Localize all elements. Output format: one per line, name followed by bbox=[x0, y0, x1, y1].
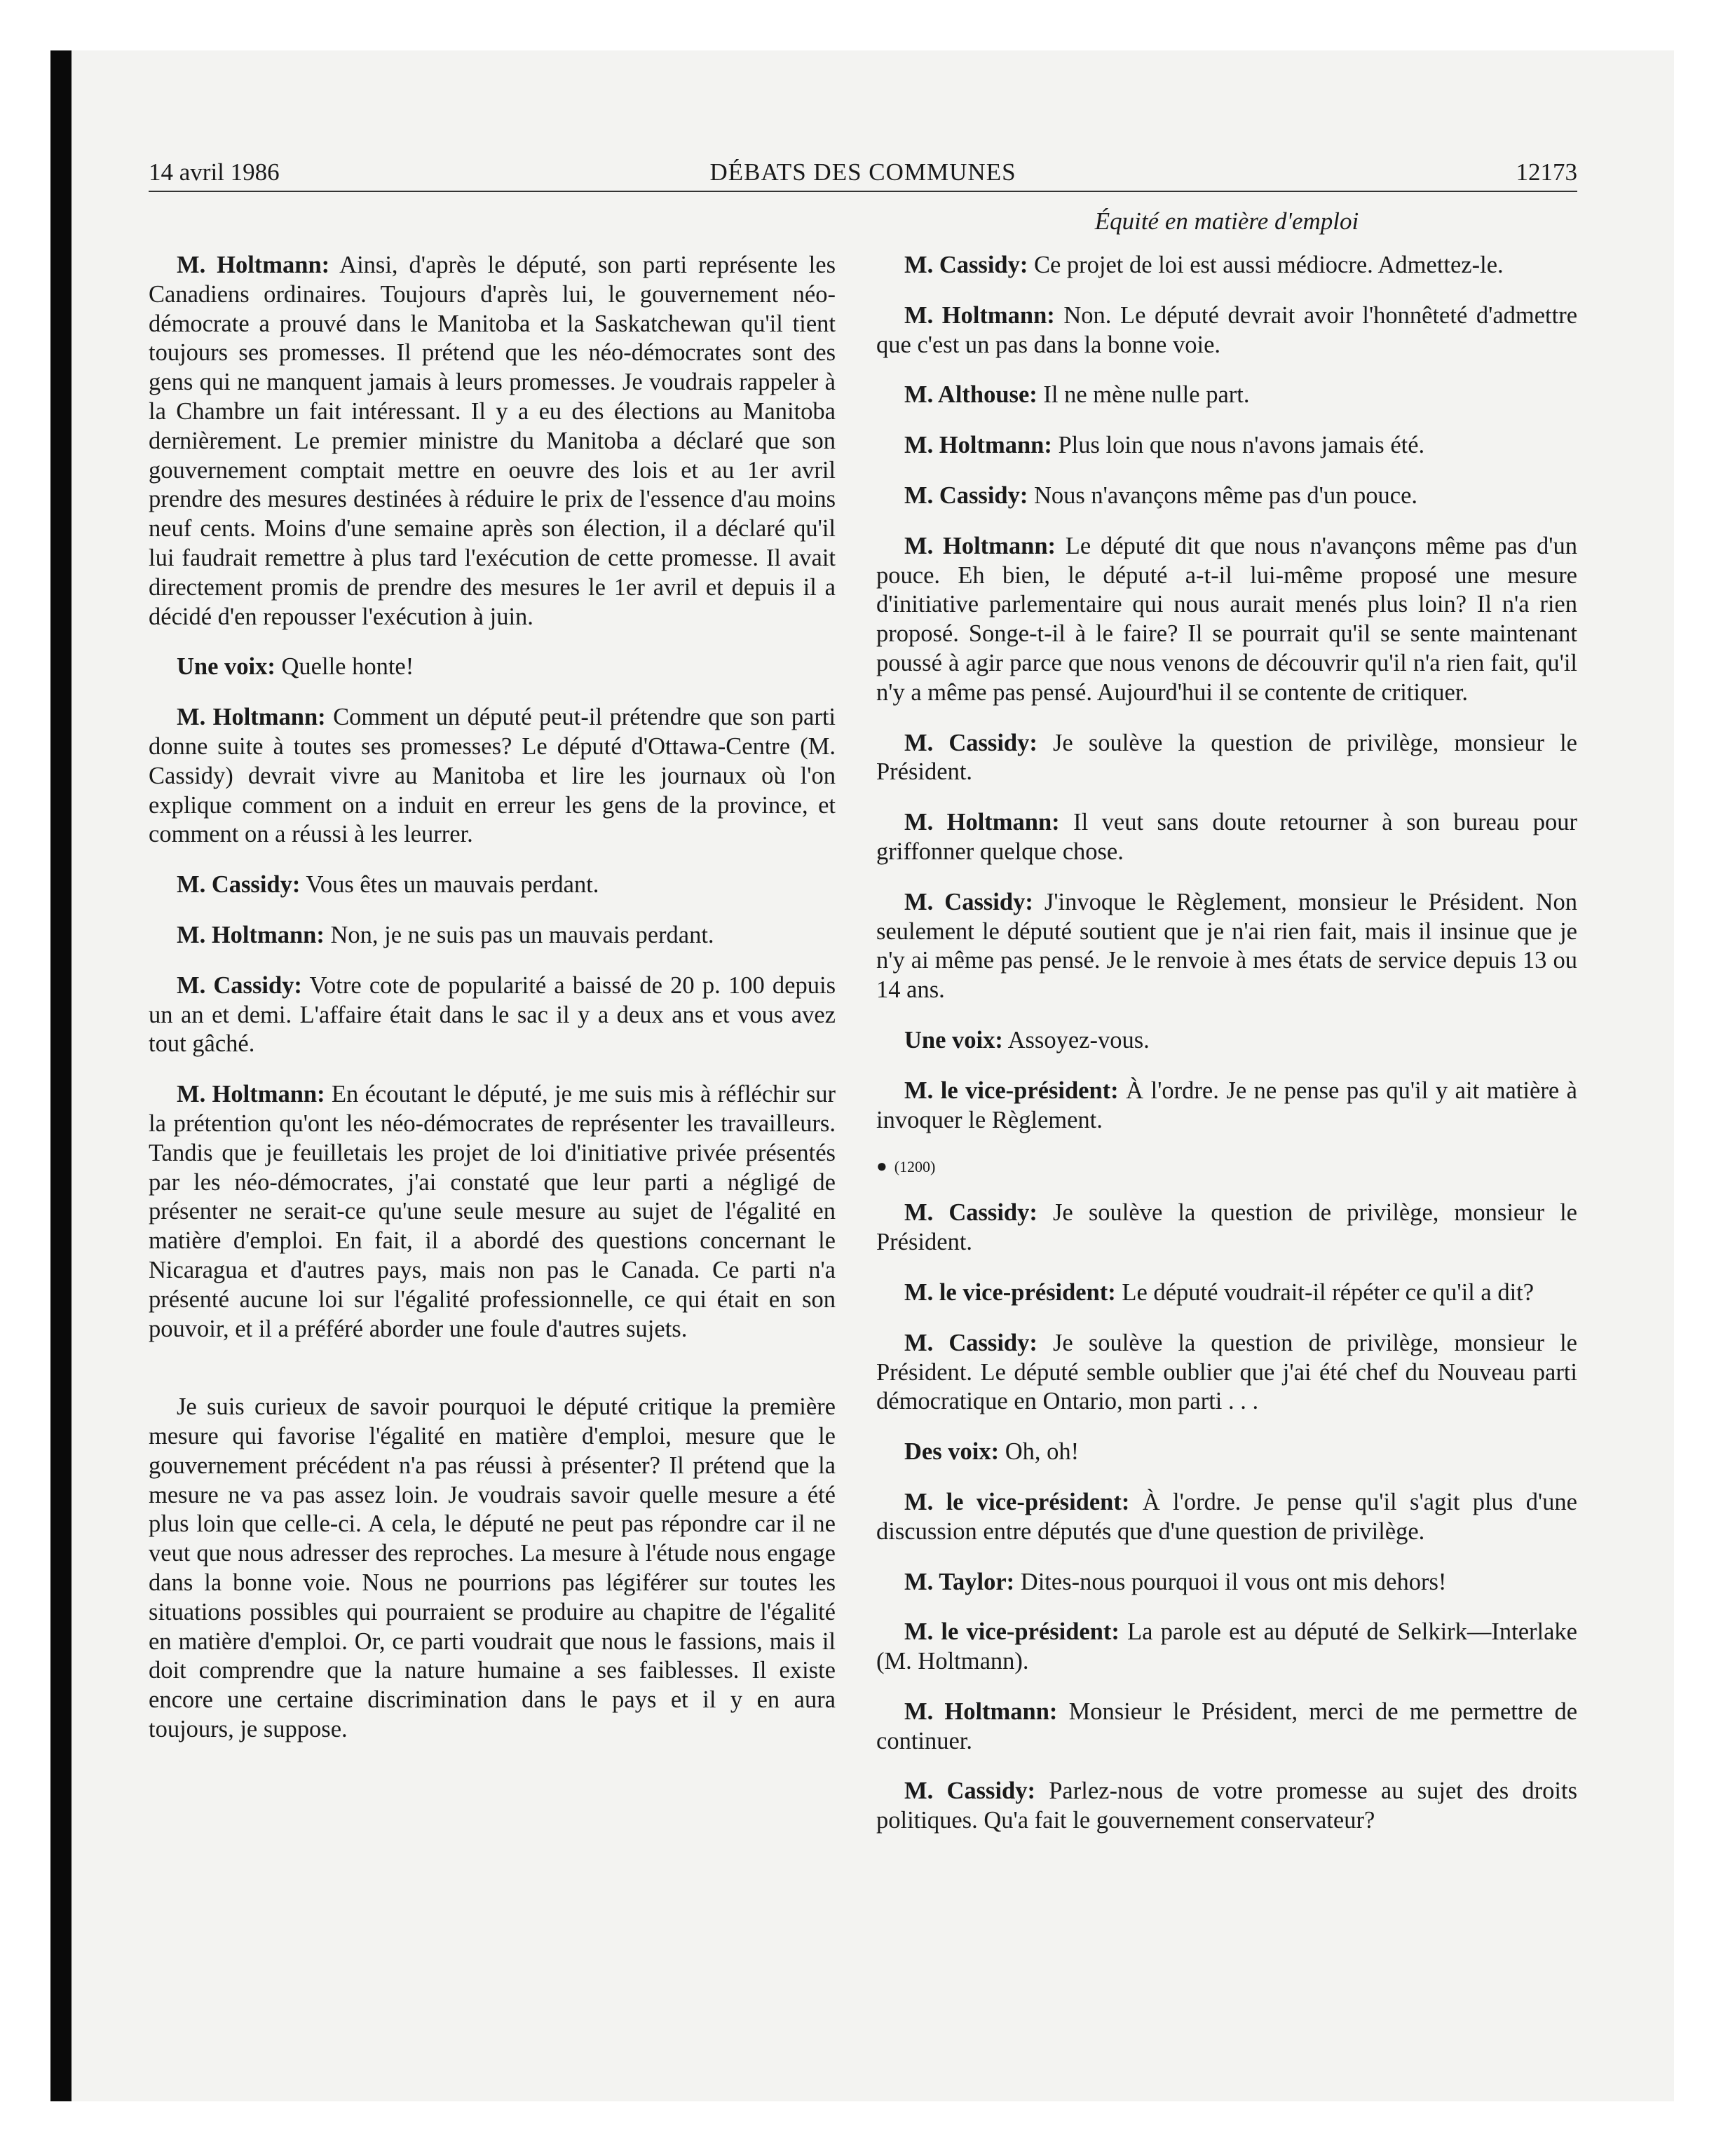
speaker-name: Une voix: bbox=[177, 653, 275, 681]
speech-paragraph bbox=[876, 1026, 1577, 1056]
speech-paragraph bbox=[876, 1698, 1577, 1756]
speech-text: Le député voudrait-il répéter ce qu'il a dit? bbox=[1115, 1278, 1535, 1306]
time-marker bbox=[876, 1156, 1577, 1178]
speaker-name: M. Holtmann: bbox=[177, 252, 330, 278]
speaker-name: M. Holtmann: bbox=[904, 1698, 1058, 1725]
speech-text: Vous êtes un mauvais perdant. bbox=[300, 871, 599, 899]
header-page-number: 12173 bbox=[1516, 158, 1577, 186]
speaker-name: M. Holtmann: bbox=[177, 921, 325, 948]
speech-paragraph bbox=[876, 482, 1577, 511]
speech-text: Ainsi, d'après le député, son parti représente les Canadiens ordinaires. Toujours d'après lui, le gouvernement néo-démocrate a prouvé dans le Manitoba et la Saskatchewan qu'il tient toujours ses promesses. Il prétend que les néo-démocrates sont des gens qui ne manquent jamais à leurs promesses. Je voudrais rappeler à la Chambre un fait intéressant. Il y a eu des élections au Manitoba dernièrement. Le premier ministre du Manitoba a déclaré que son gouvernement comptait mettre en oeuvre des lois et au 1er avril prendre des mesures destinées à réduire le prix de l'essence d'au moins neuf cents. Moins d'une semaine après son élection, il a déclaré qu'il lui faudrait remettre à plus tard l'exécution de cette promesse. Il avait directement promis de prendre des mesures le 1er avril et depuis il a décidé d'en repousser l'exécution à juin. bbox=[149, 252, 836, 630]
speaker-name: M. Holtmann: bbox=[904, 432, 1052, 459]
left-column bbox=[149, 251, 836, 1766]
speech-text: Ce projet de loi est aussi médiocre. Admettez-le. bbox=[1028, 252, 1504, 278]
speech-paragraph bbox=[876, 301, 1577, 360]
speech-paragraph bbox=[876, 888, 1577, 1005]
speech-text: La parole est au député de Selkirk—Interlake (M. Holtmann). bbox=[876, 1618, 1577, 1675]
speaker-name: M. le vice-président: bbox=[904, 1488, 1130, 1515]
bullet-icon: ● bbox=[876, 1156, 887, 1177]
speech-paragraph bbox=[876, 431, 1577, 460]
speech-text: Je soulève la question de privilège, monsieur le Président. bbox=[876, 729, 1577, 786]
speech-paragraph bbox=[876, 1438, 1577, 1467]
speech-text: Je soulève la question de privilège, monsieur le Président. bbox=[876, 1199, 1577, 1256]
speech-text: Je soulève la question de privilège, monsieur le Président. Le député semble oublier que j'ai été chef du Nouveau parti démocratique en Ontario, mon parti . . . bbox=[876, 1329, 1577, 1415]
binding-edge bbox=[50, 50, 72, 2101]
speech-text: J'invoque le Règlement, monsieur le Président. Non seulement le député soutient que je n'ai rien fait, mais il insinue que je n'y ai même pas pensé. Je le renvoie à mes états de service depuis 13 ou 14 ans. bbox=[876, 888, 1577, 1004]
speaker-name: M. Cassidy: bbox=[904, 1199, 1037, 1227]
speech-paragraph bbox=[876, 808, 1577, 867]
speech-paragraph bbox=[876, 1618, 1577, 1677]
speech-paragraph bbox=[149, 971, 836, 1059]
speaker-name: M. Cassidy: bbox=[904, 1329, 1037, 1356]
speech-text: Non. Le député devrait avoir l'honnêteté d'admettre que c'est un pas dans la bonne voie. bbox=[876, 301, 1578, 358]
speech-paragraph bbox=[876, 532, 1577, 708]
speech-text: Plus loin que nous n'avons jamais été. bbox=[1052, 432, 1425, 459]
section-running-title: Équité en matière d'emploi bbox=[1094, 207, 1359, 235]
speech-paragraph bbox=[876, 251, 1577, 280]
speech-paragraph bbox=[876, 1077, 1577, 1135]
speaker-name: M. Cassidy: bbox=[177, 971, 302, 999]
speech-text: Je suis curieux de savoir pourquoi le député critique la première mesure qui favorise l'égalité en matière d'emploi, mesure que le gouvernement précédent n'a pas réussi à présenter? Il prétend que la mesure ne va pas assez loin. Je voudrais savoir quelle mesure a été plus loin que celle-ci. A cela, le député ne peut pas répondre car il ne veut que nous adresser des reproches. La mesure à l'étude nous engage dans la bonne voie. Nous ne pourrions pas légiférer sur toutes les situations possibles qui pourraient se produire au chapitre de l'égalité en matière d'emploi. Or, ce parti voudrait que nous le fassions, mais il doit comprendre que la nature humaine a ses faiblesses. Il existe encore une certaine discrimination dans le pays et il y en aura toujours, je suppose. bbox=[149, 1393, 836, 1743]
speech-text: Votre cote de popularité a baissé de 20 p. 100 depuis un an et demi. L'affaire était dans le sac il y a deux ans et vous avez tout gâché. bbox=[149, 971, 836, 1058]
speaker-name: M. Taylor: bbox=[904, 1568, 1015, 1595]
speech-text: Dites-nous pourquoi il vous ont mis dehors! bbox=[1014, 1568, 1447, 1595]
speaker-name: M. Holtmann: bbox=[904, 809, 1060, 836]
speech-text: Monsieur le Président, merci de me permettre de continuer. bbox=[876, 1698, 1578, 1754]
speech-paragraph bbox=[149, 653, 836, 682]
speaker-name: M. Holtmann: bbox=[904, 301, 1055, 329]
page-header bbox=[149, 158, 1577, 192]
speech-text: Le député dit que nous n'avançons même pas d'un pouce. Eh bien, le député a-t-il lui-même proposé une mesure d'initiative parlementaire qui nous aurait menés plus loin? Il n'a rien proposé. Songe-t-il à le faire? Il se pourrait qu'il se sente maintenant poussé à agir parce que nous venons de découvrir qu'il n'a rien fait, qu'il n'y a même pas pensé. Aujourd'hui il se contente de critiquer. bbox=[876, 532, 1577, 706]
speech-text: Assoyez-vous. bbox=[1002, 1026, 1150, 1053]
speech-paragraph bbox=[876, 1278, 1577, 1308]
speech-paragraph bbox=[149, 871, 836, 900]
speaker-name: M. Cassidy: bbox=[904, 888, 1033, 915]
speaker-name: M. Cassidy: bbox=[904, 729, 1037, 756]
right-column bbox=[876, 251, 1577, 1857]
speaker-name: M. Cassidy: bbox=[904, 482, 1028, 509]
speaker-name: Une voix: bbox=[904, 1026, 1003, 1053]
speech-text: Non, je ne suis pas un mauvais perdant. bbox=[324, 921, 714, 948]
speech-paragraph bbox=[876, 1329, 1577, 1417]
speech-paragraph bbox=[149, 1393, 836, 1745]
speaker-name: M. Holtmann: bbox=[177, 704, 326, 731]
speech-text: Comment un député peut-il prétendre que son parti donne suite à toutes ses promesses? Le député d'Ottawa-Centre (M. Cassidy) devrait vivre au Manitoba et lire les journaux où l'on explique comment on a induit en erreur les gens de la province, et comment on a réussi à les leurrer. bbox=[149, 704, 836, 848]
speaker-name: M. Cassidy: bbox=[904, 252, 1028, 278]
speech-text: À l'ordre. Je pense qu'il s'agit plus d'une discussion entre députés que d'une question de privilège. bbox=[876, 1488, 1577, 1545]
speaker-name: Des voix: bbox=[904, 1438, 1000, 1466]
speaker-name: M. Althouse: bbox=[904, 381, 1037, 409]
speaker-name: M. Holtmann: bbox=[904, 532, 1056, 559]
speech-paragraph bbox=[876, 1199, 1577, 1257]
speech-text: Nous n'avançons même pas d'un pouce. bbox=[1028, 482, 1418, 509]
speech-paragraph bbox=[149, 703, 836, 850]
speech-paragraph bbox=[149, 921, 836, 950]
speaker-name: M. le vice-président: bbox=[904, 1618, 1120, 1646]
speech-paragraph bbox=[149, 251, 836, 632]
speech-paragraph bbox=[149, 1080, 836, 1344]
speech-text: En écoutant le député, je me suis mis à réfléchir sur la prétention qu'ont les néo-démocrates de représenter les travailleurs. Tandis que je feuilletais les projet de loi d'initiative privée présentés par les néo-démocrates, j'ai constaté que leur parti a négligé de présenter ne serait-ce qu'une seule mesure au sujet de l'égalité en matière d'emploi. En fait, il a abordé des questions concernant le Nicaragua et d'autres pays, mais non pas le Canada. Ce parti n'a présenté aucune loi sur l'égalité professionnelle, ce qui était en son pouvoir, et il a préféré aborder une foule d'autres sujets. bbox=[149, 1081, 836, 1342]
header-date: 14 avril 1986 bbox=[149, 158, 280, 186]
speech-paragraph bbox=[876, 1568, 1577, 1597]
header-title: DÉBATS DES COMMUNES bbox=[709, 158, 1016, 186]
speaker-name: M. le vice-président: bbox=[904, 1278, 1116, 1306]
speaker-name: M. Cassidy: bbox=[904, 1778, 1035, 1805]
speaker-name: M. Holtmann: bbox=[177, 1081, 325, 1108]
speech-text: Il ne mène nulle part. bbox=[1037, 381, 1250, 409]
speech-text: Oh, oh! bbox=[999, 1438, 1080, 1466]
speech-text: Quelle honte! bbox=[275, 653, 414, 681]
speech-paragraph bbox=[876, 729, 1577, 788]
time-marker-text: (1200) bbox=[894, 1158, 936, 1176]
speech-text: Il veut sans doute retourner à son bureau pour griffonner quelque chose. bbox=[876, 809, 1577, 865]
speaker-name: M. Cassidy: bbox=[177, 871, 301, 899]
speech-paragraph bbox=[876, 1777, 1577, 1836]
speech-text: Parlez-nous de votre promesse au sujet des droits politiques. Qu'a fait le gouvernement conservateur? bbox=[876, 1778, 1577, 1834]
speech-paragraph bbox=[876, 1488, 1577, 1547]
speech-text: À l'ordre. Je ne pense pas qu'il y ait matière à invoquer le Règlement. bbox=[876, 1077, 1577, 1133]
speaker-name: M. le vice-président: bbox=[904, 1077, 1119, 1104]
speech-paragraph bbox=[876, 381, 1577, 410]
